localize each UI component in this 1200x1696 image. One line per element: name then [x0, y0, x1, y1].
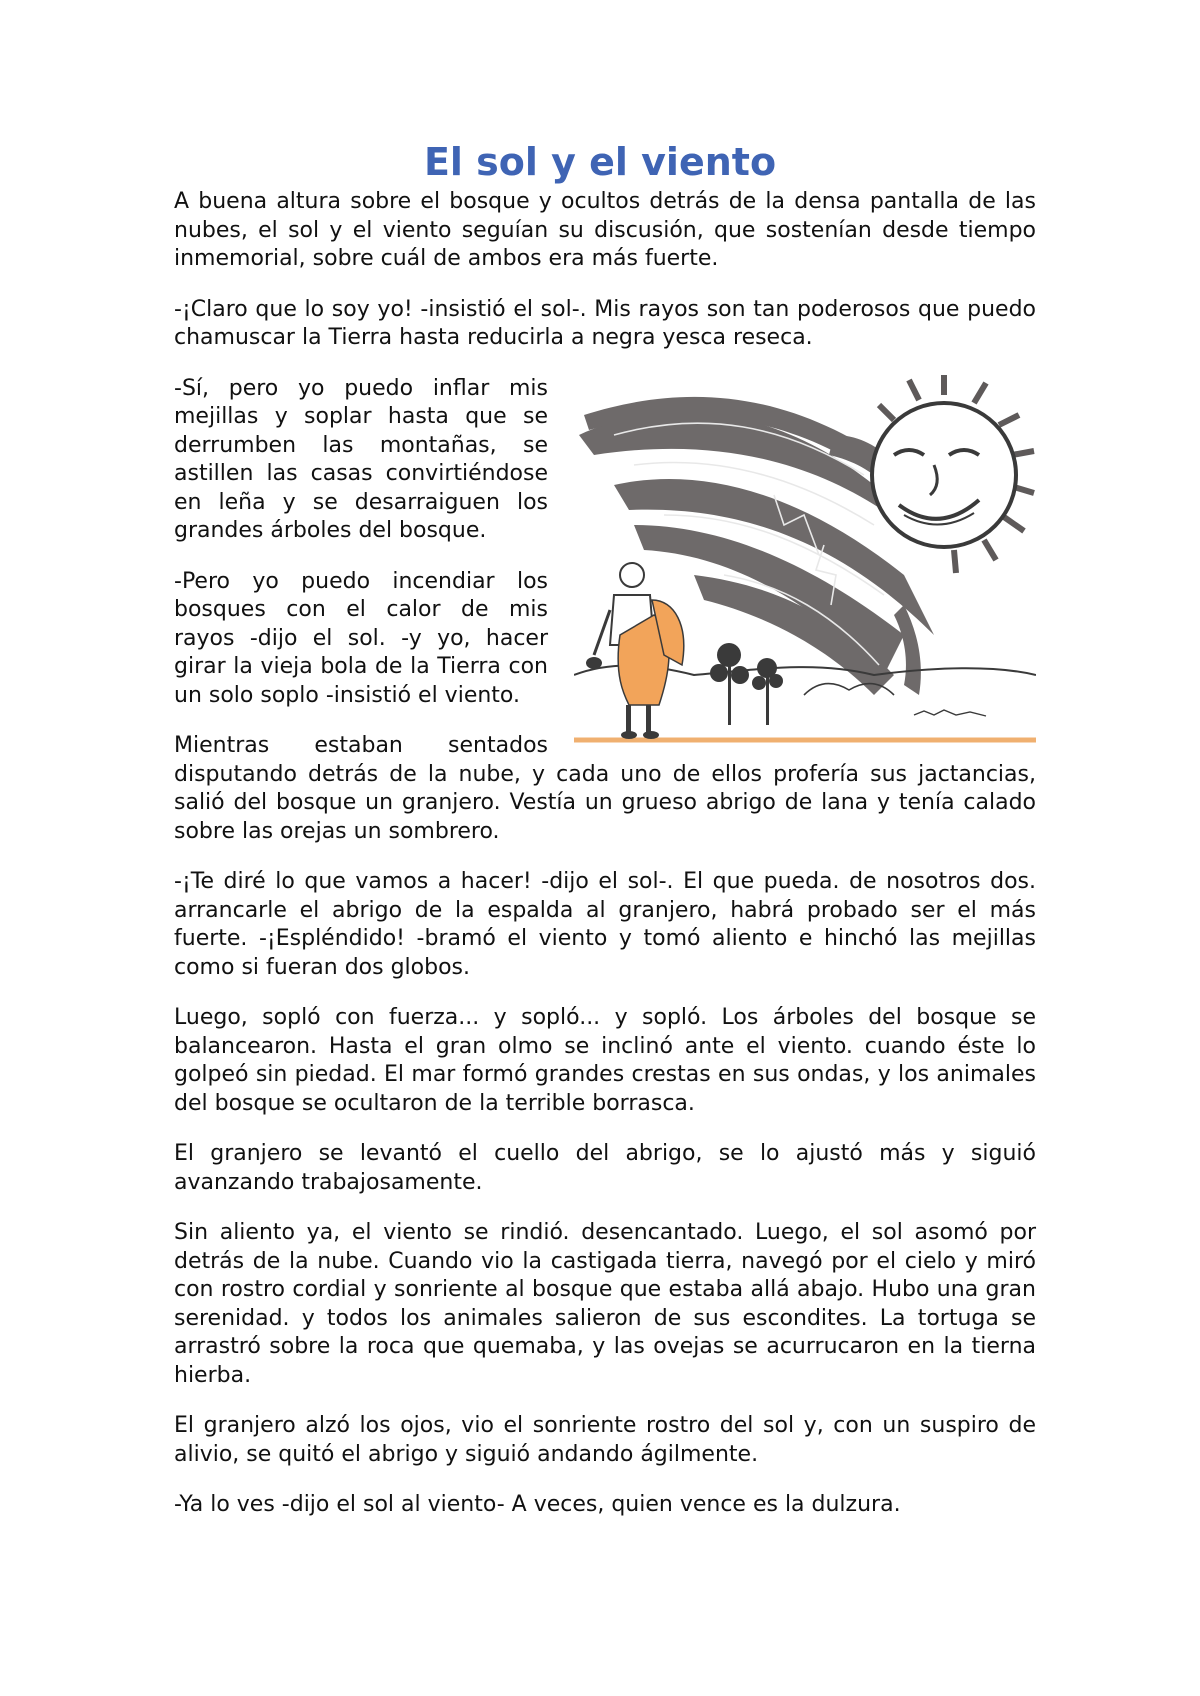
paragraph-4: -Pero yo puedo incendiar los bosques con el calor de mis rayos -dijo el sol. -y yo, hacer girar la vieja bola de la Tierra con un solo soplo -insistió el viento. — [174, 568, 548, 708]
paragraph-8: El granjero se levantó el cuello del abrigo, se lo ajustó más y siguió avanzando trabajosamente. — [174, 1141, 1036, 1195]
paragraph-5: Mientras estaban sentados disputando detrás de la nube, y cada uno de ellos profería sus jactancias, salió del bosque un granjero. Vestía un grueso abrigo de lana y tenía calado sobre las orejas un sombrero. — [174, 733, 1036, 844]
farmer-icon — [586, 563, 684, 739]
paragraph-7: Luego, sopló con fuerza... y sopló... y sopló. Los árboles del bosque se balancearon. Hasta el gran olmo se inclinó ante el viento. cuando éste lo golpeó sin piedad. El mar formó grandes crestas en sus ondas, y los animales del bosque se ocultaron de la terrible borrasca. — [174, 1005, 1036, 1116]
paragraph-2: -¡Claro que lo soy yo! -insistió el sol-. Mis rayos son tan poderosos que puedo chamuscar la Tierra hasta reducirla a negra yesca reseca. — [174, 296, 1036, 350]
story-body — [174, 188, 1036, 1542]
paragraph-11: -Ya lo ves -dijo el sol al viento- A veces, quien vence es la dulzura. — [174, 1492, 901, 1517]
paragraph-9: Sin aliento ya, el viento se rindió. desencantado. Luego, el sol asomó por detrás de la nube. Cuando vio la castigada tierra, navegó por el cielo y miró con rostro cordial y sonriente al bosque que estaba allá abajo. Hubo una gran serenidad. y todos los animales salieron de sus escondites. La tortuga se arrastró sobre la roca que quemaba, y las ovejas se acurrucaron en la tierna hierba. — [174, 1220, 1036, 1388]
sun-wind-farmer-illustration — [574, 375, 1036, 747]
illustration-container — [574, 375, 1036, 747]
paragraph-1: A buena altura sobre el bosque y ocultos detrás de la densa pantalla de las nubes, el sol y el viento seguían su discusión, que sostenían desde tiempo inmemorial, sobre cuál de ambos era más fuerte. — [174, 189, 1036, 271]
paragraph-6: -¡Te diré lo que vamos a hacer! -dijo el sol-. El que pueda. de nosotros dos. arrancarle el abrigo de la espalda al granjero, habrá probado ser el más fuerte. -¡Espléndido! -bramó el viento y tomó aliento e hinchó las mejillas como si fueran dos globos. — [174, 869, 1036, 980]
paragraph-3: -Sí, pero yo puedo inflar mis mejillas y soplar hasta que se derrumben las montañas, se astillen las casas convirtiéndose en leña y se desarraiguen los grandes árboles del bosque. — [174, 375, 548, 543]
tree-icon — [710, 643, 783, 725]
sun-face-icon — [872, 375, 1034, 573]
page-title: El sol y el viento — [423, 140, 777, 184]
paragraph-10: El granjero alzó los ojos, vio el sonriente rostro del sol y, con un suspiro de alivio, se quitó el abrigo y siguió andando ágilmente. — [174, 1413, 1036, 1467]
